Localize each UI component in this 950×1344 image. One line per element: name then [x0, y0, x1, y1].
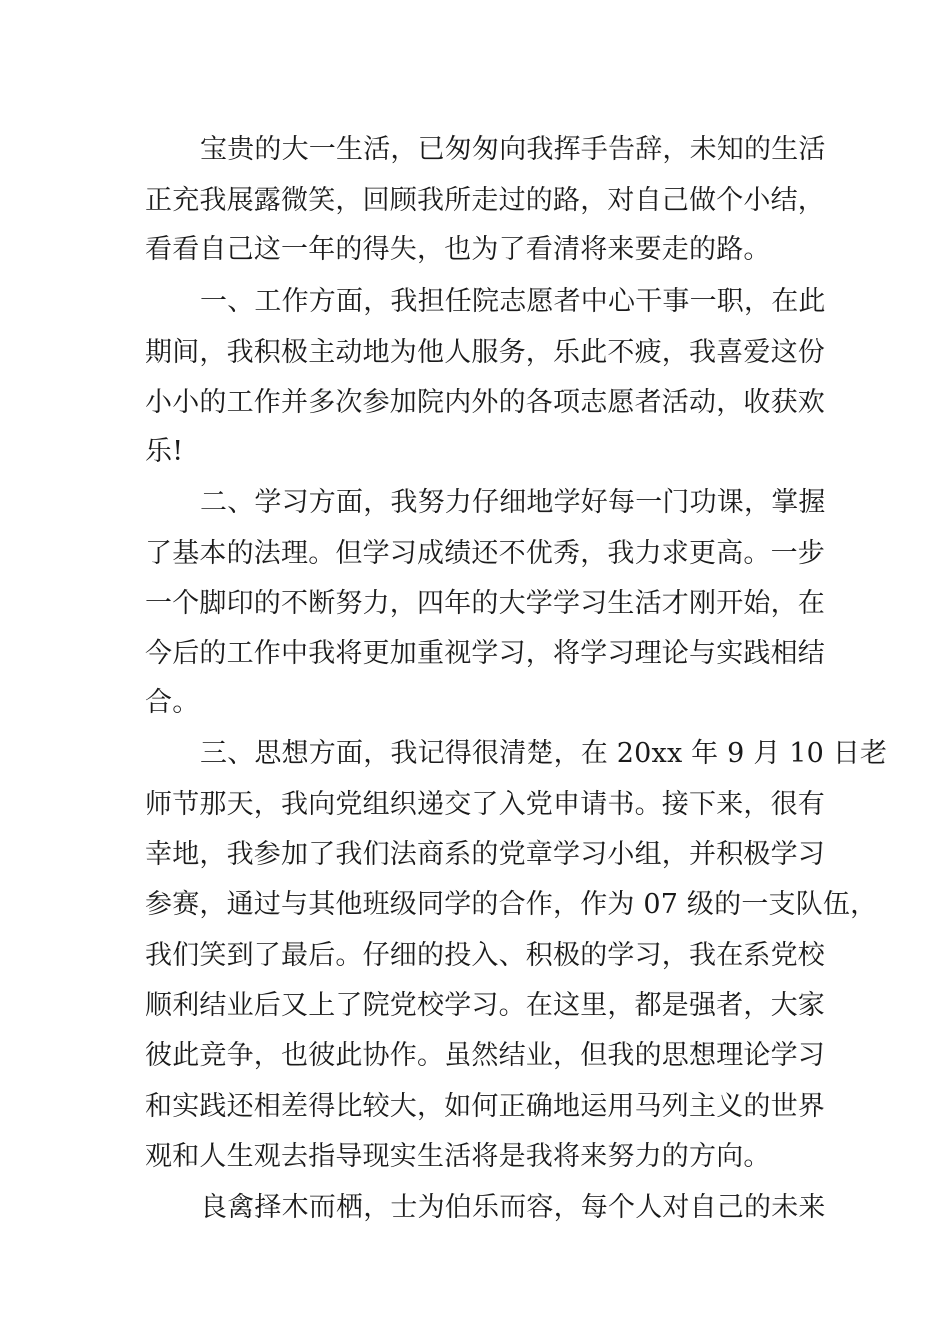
text-line: 一、工作方面，我担任院志愿者中心干事一职，在此 — [200, 286, 826, 317]
text-line: 幸地，我参加了我们法商系的党章学习小组，并积极学习 — [145, 839, 825, 870]
text-line: 和实践还相差得比较大，如何正确地运用马列主义的世界 — [145, 1091, 825, 1122]
text-line: 师节那天，我向党组织递交了入党申请书。接下来，很有 — [145, 789, 825, 820]
text-line: 参赛，通过与其他班级同学的合作，作为 07 级的一支队伍， — [145, 889, 878, 920]
text-line: 顺利结业后又上了院党校学习。在这里，都是强者，大家 — [145, 990, 825, 1021]
text-line: 合。 — [145, 687, 200, 718]
text-line: 彼此竞争，也彼此协作。虽然结业，但我的思想理论学习 — [145, 1040, 825, 1071]
text-line: 期间，我积极主动地为他人服务，乐此不疲，我喜爱这份 — [145, 337, 825, 368]
text-line: 二、学习方面，我努力仔细地学好每一门功课，掌握 — [200, 487, 826, 518]
text-line: 小小的工作并多次参加院内外的各项志愿者活动，收获欢 — [145, 387, 825, 418]
text-line: 看看自己这一年的得失，也为了看清将来要走的路。 — [145, 234, 771, 265]
text-line: 一个脚印的不断努力，四年的大学学习生活才刚开始，在 — [145, 588, 825, 619]
text-line: 宝贵的大一生活，已匆匆向我挥手告辞，未知的生活 — [200, 134, 826, 165]
text-line: 正充我展露微笑，回顾我所走过的路，对自己做个小结， — [145, 185, 825, 216]
text-line: 观和人生观去指导现实生活将是我将来努力的方向。 — [145, 1141, 771, 1172]
text-line: 了基本的法理。但学习成绩还不优秀，我力求更高。一步 — [145, 538, 825, 569]
text-line: 三、思想方面，我记得很清楚，在 20xx 年 9 月 10 日老 — [200, 738, 888, 769]
text-line: 今后的工作中我将更加重视学习，将学习理论与实践相结 — [145, 638, 825, 669]
text-line: 我们笑到了最后。仔细的投入、积极的学习，我在系党校 — [145, 940, 825, 971]
text-line: 乐! — [145, 436, 184, 467]
text-line: 良禽择木而栖，士为伯乐而容，每个人对自己的未来 — [200, 1192, 826, 1223]
